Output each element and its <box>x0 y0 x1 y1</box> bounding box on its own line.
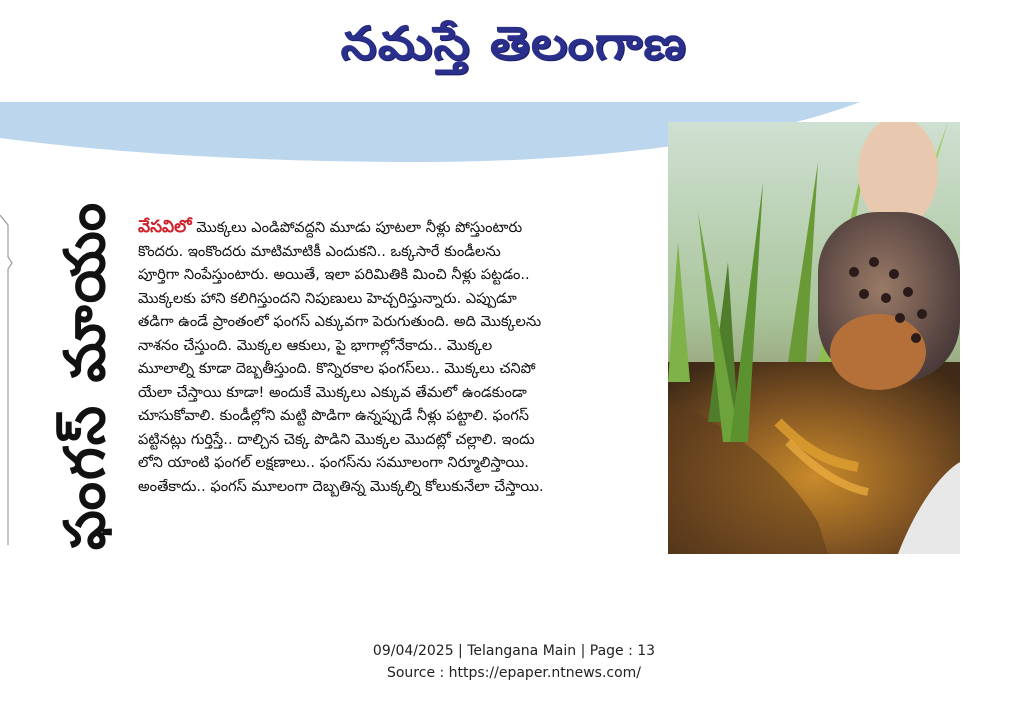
article-line: యేలా చేస్తాయి కూడా! అందుకే మొక్కలు ఎక్కువ తేమలో ఉండకుండా <box>138 383 527 401</box>
article-line: మొక్కలకు హాని కలిగిస్తుందని నిపుణులు హెచ్చరిస్తున్నారు. ఎప్పుడూ <box>138 289 517 307</box>
article-line: చూసుకోవాలి. కుండీల్లోని మట్టి పొడిగా ఉన్నప్పుడే నీళ్లు పట్టాలి. ఫంగస్ <box>138 407 530 424</box>
article-lead: వేసవిలో <box>138 217 192 237</box>
article-body <box>138 216 658 498</box>
article-line: మూలాల్ని కూడా దెబ్బతీస్తుంది. కొన్నిరకాల ఫంగస్‌లు.. మొక్కలు చనిపో <box>138 360 536 377</box>
article-headline <box>48 190 138 560</box>
masthead <box>0 8 1028 78</box>
article-line: లోని యాంటి ఫంగల్ లక్షణాలు.. ఫంగస్‌ను సమూలంగా నిర్మూలిస్తాయి. <box>138 454 529 471</box>
footer-edition-info: 09/04/2025 | Telangana Main | Page : 13 <box>372 643 656 659</box>
article-line <box>138 216 658 240</box>
article-line: పూర్తిగా నింపేస్తుంటారు. అయితే, ఇలా పరిమితికి మించి నీళ్లు పట్టడం.. <box>138 266 530 283</box>
article-line: పట్టినట్లు గుర్తిస్తే.. దాల్చిన చెక్క పొడిని మొక్కల మొదట్లో చల్లాలి. ఇందు <box>138 430 535 448</box>
article-line-text: మొక్కలు ఎండిపోవద్దని మూడు పూటలా నీళ్లు పోస్తుంటారు <box>191 219 523 236</box>
footer-source: Source : https://epaper.ntnews.com/ <box>386 665 642 681</box>
article-line: తడిగా ఉండే ప్రాంతంలో ఫంగస్ ఎక్కువగా పెరుగుతుంది. అది మొక్కలను <box>138 313 542 330</box>
page-footer <box>0 640 1028 684</box>
article-photo <box>668 122 960 554</box>
article-line: కొందరు. ఇంకొందరు మాటిమాటికీ ఎందుకని.. ఒక్కసారే కుండీలను <box>138 242 501 260</box>
article-line: నాశనం చేస్తుంది. మొక్కల ఆకులు, పై భాగాల్లోనేకాదు.. మొక్కల <box>138 336 493 354</box>
article-line: అంతేకాదు.. ఫంగస్ మూలంగా దెబ్బతిన్న మొక్కల్ని కోలుకునేలా చేస్తాయి. <box>138 477 544 495</box>
headline-text: ఫంగస్ మాయం <box>53 200 119 550</box>
left-bracket <box>0 205 14 555</box>
masthead-title: నమస్తే తెలంగాణ <box>340 16 688 70</box>
